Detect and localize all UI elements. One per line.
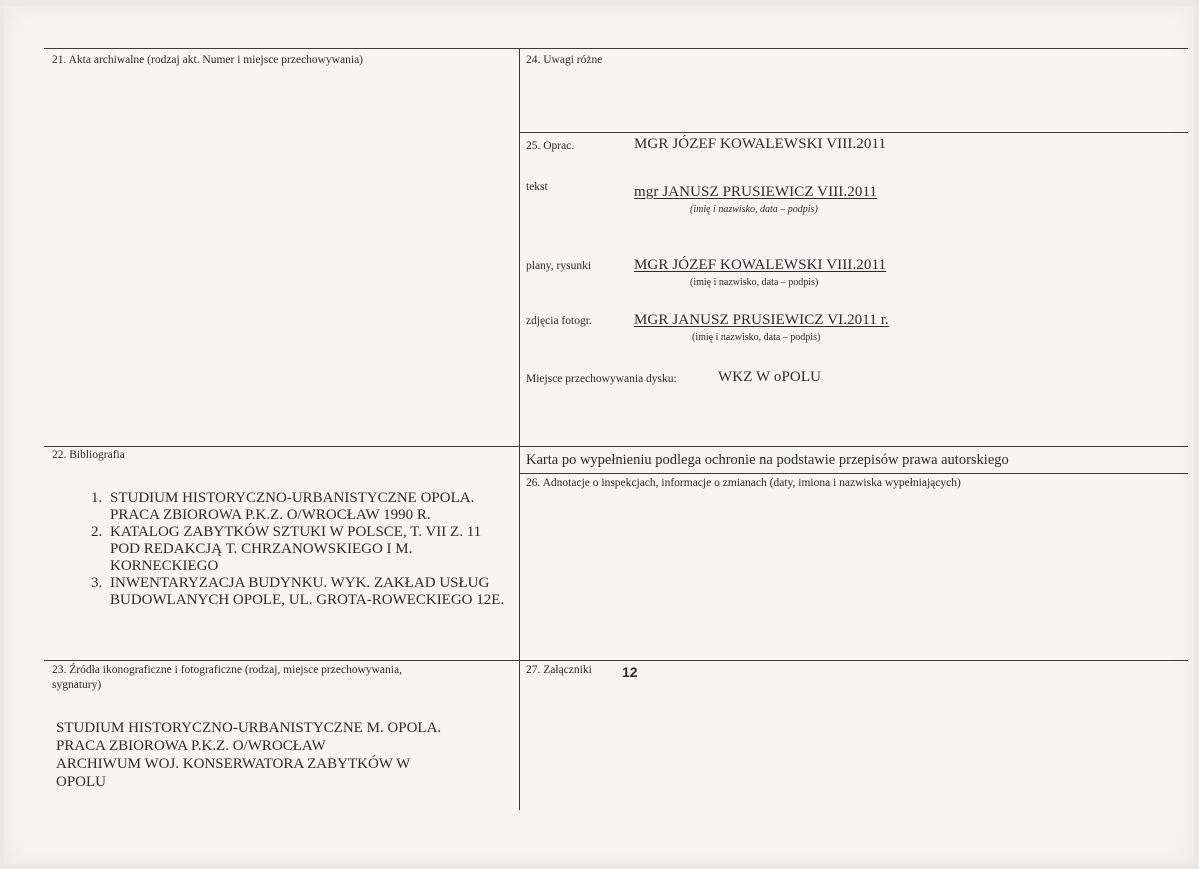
source-line: PRACA ZBIOROWA P.K.Z. O/WROCŁAW <box>56 738 326 754</box>
rule-mid <box>44 446 1188 447</box>
form-sheet <box>4 6 1194 864</box>
rule-s26 <box>519 473 1188 474</box>
zdjecia-value: MGR JANUSZ PRUSIEWICZ VI.2011 r. <box>634 312 889 328</box>
tekst-value: mgr JANUSZ PRUSIEWICZ VIII.2011 <box>634 184 878 200</box>
tekst-caption: (imię i nazwisko, data – podpis) <box>690 204 818 215</box>
miejsce-label: Miejsce przechowywania dysku: <box>526 373 677 385</box>
section-25-label: 25. Oprac. <box>526 140 575 152</box>
plany-value: MGR JÓZEF KOWALEWSKI VIII.2011 <box>634 257 887 273</box>
attachments-count: 12 <box>622 664 638 680</box>
section-21-label: 21. Akta archiwalne (rodzaj akt. Numer i miejsce przechowywania) <box>52 54 364 66</box>
rule-s25 <box>519 132 1188 133</box>
tekst-label: tekst <box>526 181 548 193</box>
rule-top <box>44 48 1188 49</box>
bibliography-item: 1. STUDIUM HISTORYCZNO-URBANISTYCZNE OPOLA. PRACA ZBIOROWA P.K.Z. O/WROCŁAW 1990 R. <box>106 490 506 524</box>
plany-caption: (imię i nazwisko, data – podpis) <box>690 277 819 288</box>
iconographic-sources <box>56 719 516 791</box>
section-23-label-cont: sygnatury) <box>52 679 102 691</box>
bibliography-item: 3. INWENTARYZACJA BUDYNKU. WYK. ZAKŁAD USŁUG BUDOWLANYCH OPOLE, UL. GROTA-ROWECKIEGO 12E. <box>106 575 506 609</box>
bibliography-item: 2. KATALOG ZABYTKÓW SZTUKI W POLSCE, T. VII Z. 11 POD REDAKCJĄ T. CHRZANOWSKIEGO I M. KORNECKIEGO <box>106 524 506 575</box>
bibliography-list <box>56 490 506 609</box>
section-24-label: 24. Uwagi różne <box>526 54 603 66</box>
source-line: OPOLU <box>56 774 107 790</box>
section-27-label: 27. Załączniki <box>526 664 592 676</box>
plany-label: plany, rysunki <box>526 260 592 272</box>
miejsce-value: WKZ W oPOLU <box>718 369 822 385</box>
column-divider <box>519 48 520 810</box>
copyright-notice: Karta po wypełnieniu podlega ochronie na podstawie przepisów prawa autorskiego <box>526 452 1009 468</box>
section-22-label: 22. Bibliografia <box>52 449 125 461</box>
author-value: MGR JÓZEF KOWALEWSKI VIII.2011 <box>634 136 887 152</box>
rule-lower <box>44 660 1188 661</box>
source-line: STUDIUM HISTORYCZNO-URBANISTYCZNE M. OPOLA. <box>56 720 442 736</box>
section-23-label: 23. Źródła ikonograficzne i fotograficzne (rodzaj, miejsce przechowywania, <box>52 664 402 676</box>
section-26-label: 26. Adnotacje o inspekcjach, informacje o zmianach (daty, imiona i nazwiska wypełniających) <box>526 477 961 489</box>
zdjecia-label: zdjęcia fotogr. <box>526 315 592 327</box>
source-line: ARCHIWUM WOJ. KONSERWATORA ZABYTKÓW W <box>56 756 411 772</box>
zdjecia-caption: (imię i nazwisko, data – podpis) <box>692 332 821 343</box>
